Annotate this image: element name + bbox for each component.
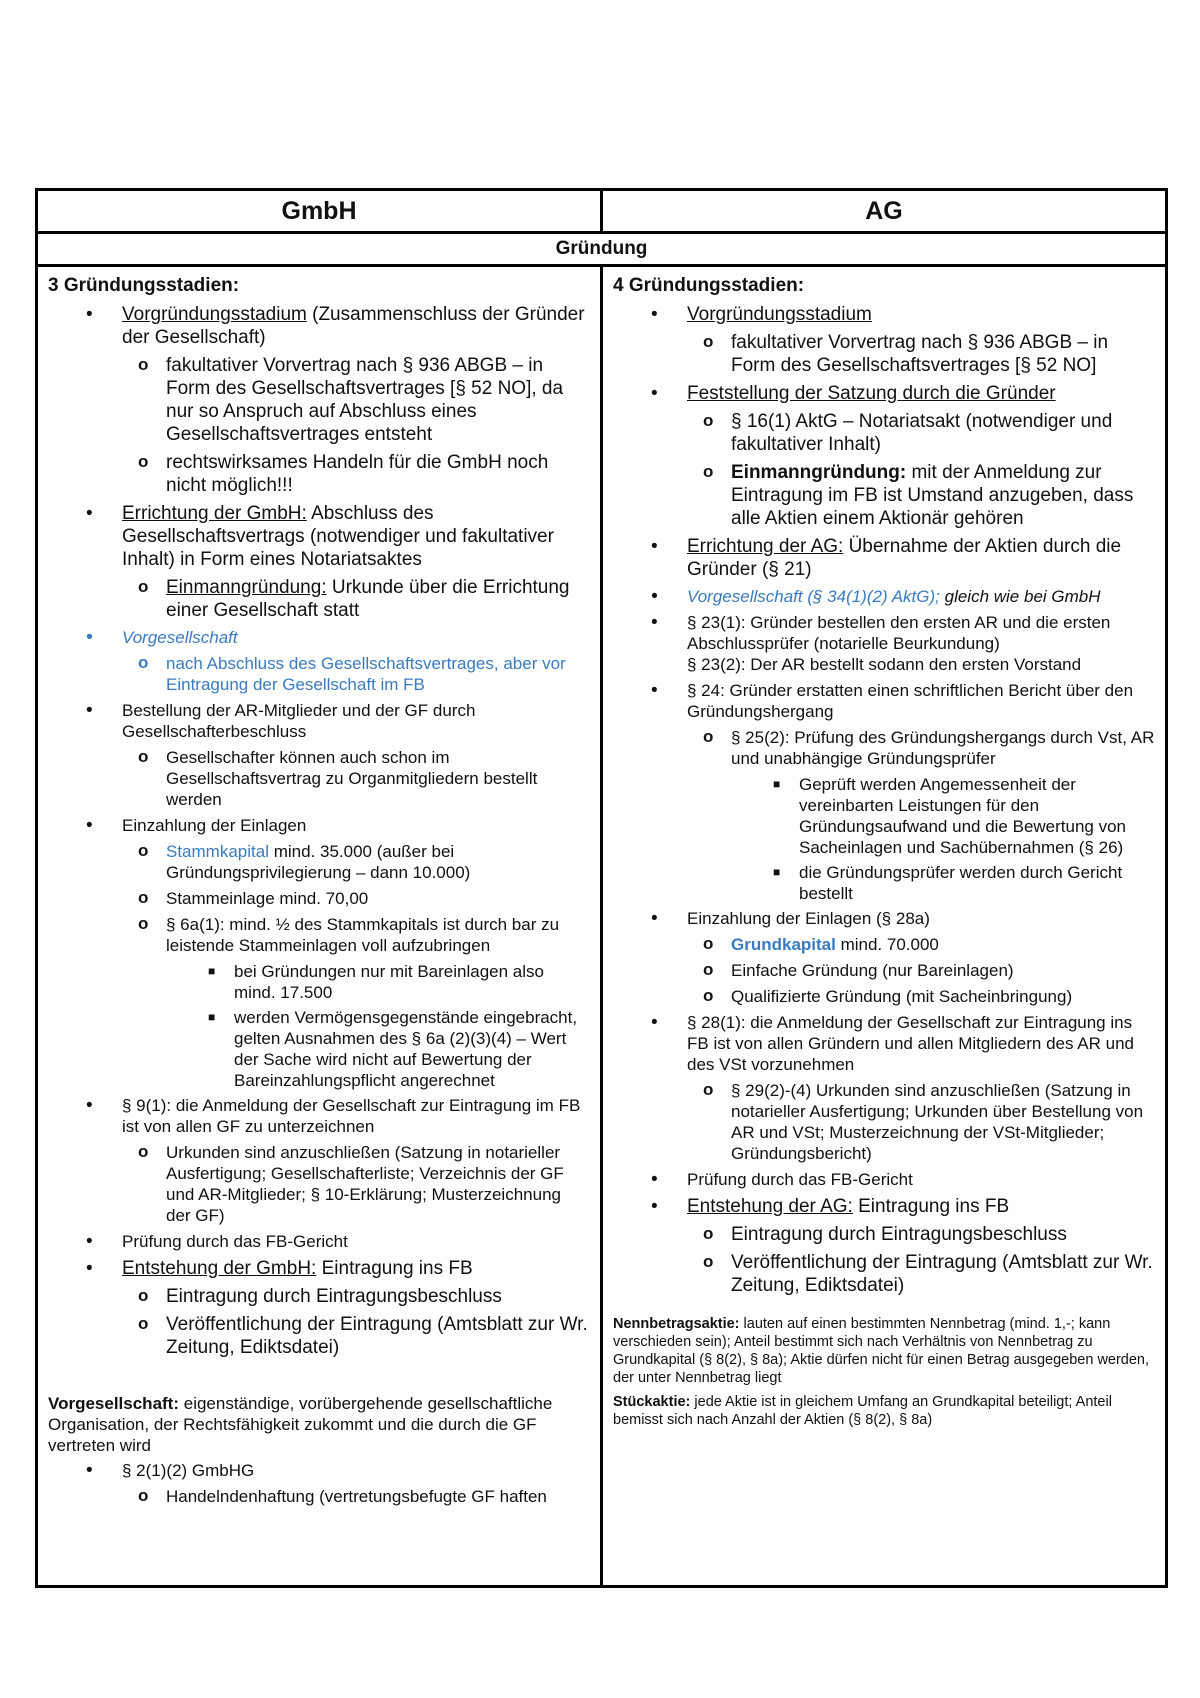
- bullet-o-icon: o: [138, 653, 149, 672]
- square-bullet-icon: ■: [208, 964, 216, 978]
- bullet-o-icon: o: [703, 1252, 714, 1271]
- bullet-icon: •: [86, 1258, 93, 1279]
- bullet-o-icon: o: [138, 1142, 149, 1161]
- bullet-o-icon: o: [703, 462, 714, 481]
- bullet-o-icon: o: [138, 747, 149, 766]
- bullet-icon: •: [651, 680, 658, 701]
- list-item: ■ Geprüft werden Angemessenheit der vereinbarten Leistungen für den Gründungsaufwand und die Bewertung von Sacheinlagen und Sachübernahmen (§ 26): [773, 775, 1127, 857]
- bullet-icon: •: [86, 1095, 93, 1116]
- list-item: • § 23(1): Gründer bestellen den ersten AR und die ersten Abschlussprüfer (notarielle Beurkundung) § 23(2): Der AR bestellt sodann den ersten Vorstand: [651, 612, 1111, 674]
- bullet-o-icon: o: [703, 332, 714, 351]
- bullet-icon: •: [651, 1012, 658, 1033]
- list-item: o § 29(2)-(4) Urkunden sind anzuschließen (Satzung in notarieller Ausfertigung; Urkunden über Bestellung von AR und VSt; Musterzeichnung der VSt-Mitglieder; Gründungsbericht): [703, 1080, 1144, 1163]
- list-item: • Prüfung durch das FB-Gericht: [651, 1169, 913, 1190]
- list-item: o Stammeinlage mind. 70,00: [138, 888, 369, 908]
- list-item: ■ werden Vermögensgegenstände eingebracht, gelten Ausnahmen des § 6a (2)(3)(4) – Wert der Sache wird nicht auf Bewertung der Bareinzahlungspflicht angerechnet: [208, 1008, 578, 1090]
- bullet-o-icon: o: [138, 1486, 149, 1505]
- list-item: • Feststellung der Satzung durch die Gründer: [651, 383, 1056, 404]
- list-item: ■ bei Gründungen nur mit Bareinlagen also mind. 17.500: [208, 962, 544, 1002]
- bullet-o-icon: o: [138, 841, 149, 860]
- bullet-o-icon: o: [138, 914, 149, 933]
- note-list: [48, 1460, 590, 1507]
- list-item: o § 6a(1): mind. ½ des Stammkapitals ist durch bar zu leistende Stammeinlagen voll aufzubringen: [138, 914, 560, 955]
- list-item: • § 28(1): die Anmeldung der Gesellschaft zur Eintragung ins FB ist von allen Gründern und allen Mitgliedern des AR und des VSt vorzunehmen: [651, 1012, 1134, 1074]
- bullet-icon: •: [86, 1460, 93, 1481]
- bullet-o-icon: o: [138, 888, 149, 907]
- list-item: o Einfache Gründung (nur Bareinlagen): [703, 960, 1014, 980]
- gmbh-list: [48, 303, 590, 1359]
- list-item: o Qualifizierte Gründung (mit Sacheinbringung): [703, 986, 1073, 1006]
- bullet-icon: •: [86, 627, 93, 648]
- bullet-o-icon: o: [703, 727, 714, 746]
- list-item: o Veröffentlichung der Eintragung (Amtsblatt zur Wr. Zeitung, Ediktsdatei): [703, 1252, 1153, 1296]
- bullet-o-icon: o: [703, 411, 714, 430]
- gmbh-stages-title: 3 Gründungsstadien:: [48, 275, 240, 296]
- list-item: o Eintragung durch Eintragungsbeschluss: [138, 1286, 502, 1307]
- bullet-o-icon: o: [703, 960, 714, 979]
- list-item: • Prüfung durch das FB-Gericht: [86, 1231, 348, 1252]
- list-item: • Bestellung der AR-Mitglieder und der GF durch Gesellschafterbeschluss: [86, 700, 476, 741]
- bullet-icon: •: [651, 1169, 658, 1190]
- bullet-o-icon: o: [703, 934, 714, 953]
- list-item: o nach Abschluss des Gesellschaftsvertrages, aber vor Eintragung der Gesellschaft im FB: [138, 653, 566, 694]
- list-item: o fakultativer Vorvertrag nach § 936 ABGB – in Form des Gesellschaftsvertrages [§ 52 NO], da nur so Anspruch auf Abschluss eines Gesellschaftsvertrages entsteht: [138, 355, 564, 445]
- list-item: o § 25(2): Prüfung des Gründungshergangs durch Vst, AR und unabhängige Gründungsprüfer: [703, 727, 1155, 768]
- bullet-icon: •: [651, 383, 658, 404]
- list-item: o Einmanngründung: Urkunde über die Errichtung einer Gesellschaft statt: [138, 577, 570, 621]
- list-item: • Vorgründungsstadium: [651, 304, 872, 325]
- header-row: [38, 191, 1165, 234]
- bullet-icon: •: [86, 304, 93, 325]
- list-item: • Errichtung der AG: Übernahme der Aktien durch die Gründer (§ 21): [651, 536, 1122, 580]
- square-bullet-icon: ■: [773, 865, 781, 879]
- list-item: ■ die Gründungsprüfer werden durch Gericht bestellt: [773, 863, 1123, 903]
- bullet-o-icon: o: [138, 577, 149, 596]
- list-item: • § 2(1)(2) GmbHG: [86, 1460, 255, 1481]
- bullet-icon: •: [651, 536, 658, 557]
- ag-list: [613, 303, 1155, 1297]
- ag-stages-title: 4 Gründungsstadien:: [613, 275, 805, 296]
- bullet-icon: •: [86, 700, 93, 721]
- bullet-o-icon: o: [138, 452, 149, 471]
- share-types-note: [613, 1315, 1155, 1429]
- gmbh-column: [38, 267, 603, 1585]
- list-item: o Stammkapital mind. 35.000 (außer bei Gründungsprivilegierung – dann 10.000): [138, 841, 471, 882]
- bullet-icon: •: [651, 1196, 658, 1217]
- list-item: o fakultativer Vorvertrag nach § 936 ABGB – in Form des Gesellschaftsvertrages [§ 52 NO]: [703, 332, 1109, 376]
- table-body: [38, 267, 1165, 1585]
- bullet-o-icon: o: [703, 986, 714, 1005]
- bullet-o-icon: o: [138, 1314, 149, 1333]
- bullet-icon: •: [651, 304, 658, 325]
- list-item: • Einzahlung der Einlagen (§ 28a): [651, 908, 930, 929]
- bullet-icon: •: [86, 815, 93, 836]
- bullet-icon: •: [86, 503, 93, 524]
- list-item: o Eintragung durch Eintragungsbeschluss: [703, 1224, 1067, 1245]
- section-title: Gründung: [38, 234, 1165, 267]
- list-item: o Grundkapital mind. 70.000: [703, 934, 939, 954]
- square-bullet-icon: ■: [773, 777, 781, 791]
- bullet-icon: •: [86, 1231, 93, 1252]
- nennbetragsaktie-note: Nennbetragsaktie: lauten auf einen bestimmten Nennbetrag (mind. 1,-; kann verschieden sein); Anteil bestimmt sich nach Verhältnis von Nennbetrag zu Grundkapital (§ 8(2), § 8a); Aktie dürfen nicht für einen Betrag ausgegeben werden, der unter Nennbetrag liegt: [613, 1316, 1150, 1386]
- list-item: o Veröffentlichung der Eintragung (Amtsblatt zur Wr. Zeitung, Ediktsdatei): [138, 1314, 588, 1358]
- list-item: o Handelndenhaftung (vertretungsbefugte GF haften: [138, 1486, 547, 1506]
- list-item: • § 24: Gründer erstatten einen schriftlichen Bericht über den Gründungshergang: [651, 680, 1134, 721]
- list-item: o Urkunden sind anzuschließen (Satzung in notarieller Ausfertigung; Gesellschafterliste; Verzeichnis der GF und AR-Mitglieder; § 10-Erklärung; Musterzeichnung der GF): [138, 1142, 564, 1225]
- stueckaktie-note: Stückaktie: jede Aktie ist in gleichem Umfang an Grundkapital beteiligt; Anteil bemisst sich nach Anzahl der Aktien (§ 8(2), § 8a): [613, 1394, 1112, 1428]
- ag-column: [603, 267, 1165, 1585]
- list-item: • Vorgesellschaft (§ 34(1)(2) AktG); gleich wie bei GmbH: [651, 586, 1101, 607]
- list-item: o Gesellschafter können auch schon im Gesellschaftsvertrag zu Organmitgliedern bestellt werden: [138, 747, 538, 809]
- list-item: • Entstehung der AG: Eintragung ins FB: [651, 1196, 1010, 1217]
- list-item: o rechtswirksames Handeln für die GmbH noch nicht möglich!!!: [138, 452, 549, 496]
- list-item: • § 9(1): die Anmeldung der Gesellschaft zur Eintragung im FB ist von allen GF zu unterzeichnen: [86, 1095, 581, 1136]
- list-item: • Vorgründungsstadium (Zusammenschluss der Gründer der Gesellschaft): [86, 304, 585, 348]
- bullet-o-icon: o: [138, 1286, 149, 1305]
- bullet-o-icon: o: [138, 355, 149, 374]
- list-item: • Einzahlung der Einlagen: [86, 815, 307, 836]
- comparison-table: [35, 188, 1168, 1588]
- header-ag: AG: [865, 196, 903, 225]
- list-item: • Errichtung der GmbH: Abschluss des Gesellschaftsvertrags (notwendiger und fakultativer Inhalt) in Form eines Notariatsaktes: [86, 503, 554, 570]
- list-item: o Einmanngründung: mit der Anmeldung zur Eintragung im FB ist Umstand anzugeben, dass alle Aktien einem Aktionär gehören: [703, 462, 1134, 529]
- bullet-icon: •: [651, 612, 658, 633]
- bullet-o-icon: o: [703, 1224, 714, 1243]
- header-gmbh: GmbH: [38, 191, 603, 231]
- list-item: o § 16(1) AktG – Notariatsakt (notwendiger und fakultativer Inhalt): [703, 411, 1113, 455]
- bullet-icon: •: [651, 908, 658, 929]
- list-item: • Entstehung der GmbH: Eintragung ins FB: [86, 1258, 473, 1279]
- bullet-icon: •: [651, 586, 658, 607]
- square-bullet-icon: ■: [208, 1010, 216, 1024]
- bullet-o-icon: o: [703, 1080, 714, 1099]
- list-item: • Vorgesellschaft: [86, 627, 238, 648]
- vorgesellschaft-note: Vorgesellschaft: eigenständige, vorübergehende gesellschaftliche Organisation, der Rechtsfähigkeit zukommt und die durch die GF vertreten wird: [48, 1394, 553, 1455]
